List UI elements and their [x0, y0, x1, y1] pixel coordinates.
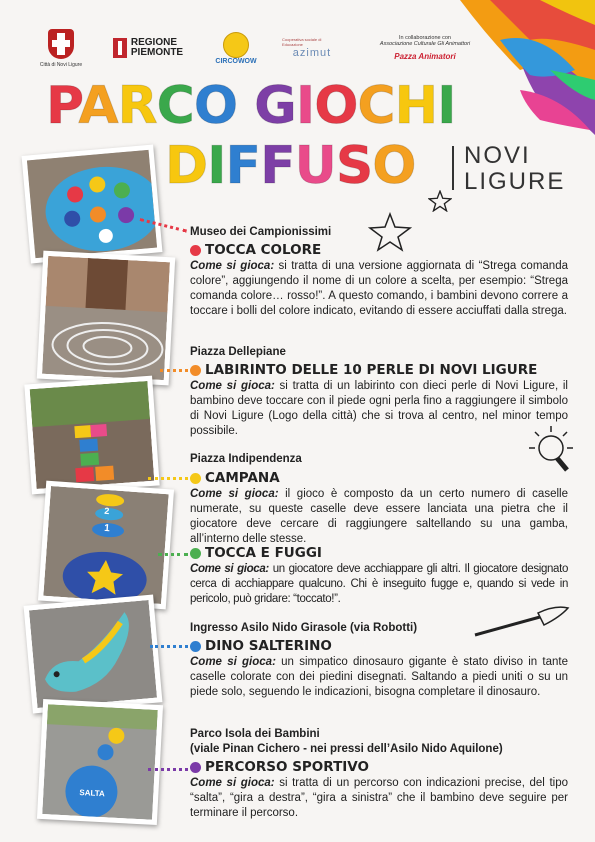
purple-dot-icon [190, 762, 201, 773]
title-divider [452, 146, 454, 190]
collab-label: In collaborazione con [399, 35, 451, 41]
smiley-icon [223, 32, 249, 58]
title-line-2 [165, 136, 416, 196]
photo-labirinto [37, 251, 176, 386]
photo-tocca-fuggi [38, 481, 174, 610]
azimut-small-label: Cooperativa sociale di Educazione [282, 37, 322, 47]
title-line-1 [46, 76, 456, 136]
lead: Come si gioca: [190, 656, 276, 668]
game-title: LABIRINTO DELLE 10 PERLE DI NOVI LIGURE [205, 362, 538, 378]
location-indipendenza: Piazza Indipendenza [190, 453, 302, 465]
connector-6 [148, 768, 188, 771]
photo-tocca-colore [22, 144, 163, 263]
title-letter: F [225, 136, 261, 196]
circowow-label: CIRCOWOW [215, 57, 257, 65]
title-letter: S [335, 136, 373, 196]
desc-text: il gioco è composto da un certo numero di caselle numerate, su queste caselle deve essere lanciata una pietra che il giocatore deve cercare di raggiungere saltellando su una gamba, all’interno delle stesse. [190, 488, 568, 545]
title-letter: A [78, 76, 118, 136]
photo-percorso-sportivo [37, 699, 163, 825]
city-name-line-1: NOVI [464, 142, 531, 169]
hopscotch-number-2: 2 [104, 505, 110, 517]
lead: Come si gioca: [190, 488, 279, 500]
desc-text: si tratta di un percorso con indicazioni precise, del tipo “salta”, “gira a destra”, “gira a sinistra” che il bambino deve seguire per terminare il percorso. [190, 777, 568, 819]
regione-piemonte-logo [108, 24, 188, 72]
orange-dot-icon [190, 365, 201, 376]
game-tocca-colore [190, 242, 321, 258]
title-letter: I [207, 136, 226, 196]
desc-text: si tratta di un labirinto con dieci perle di Novi Ligure, il bambino deve toccare con il piede ogni perla fino a raggiungere il simbolo di Novi Ligure (Logo della città) che si trova al centro, nel minor tempo possibile. [190, 380, 568, 437]
game-campana [190, 470, 280, 486]
title-letter: H [394, 76, 438, 136]
title-letter: O [193, 76, 238, 136]
crest-icon [48, 29, 74, 59]
piemonte-label: PIEMONTE [130, 47, 184, 58]
location-isola-bambini-detail: (viale Pinan Cichero - nei pressi dell’Asilo Nido Aquilone) [190, 743, 503, 755]
citta-novi-logo [26, 24, 96, 72]
blue-dot-icon [190, 641, 201, 652]
location-dellepiane: Piazza Dellepiane [190, 346, 286, 358]
piemonte-flag-icon [113, 38, 127, 58]
desc-dino [190, 655, 568, 700]
title-letter: P [46, 76, 79, 136]
city-name-line-2: LIGURE [464, 168, 566, 195]
title-letter: O [372, 136, 416, 196]
desc-campana [190, 487, 568, 547]
title-letter: I [295, 76, 315, 136]
connector-3 [148, 477, 188, 480]
game-tocca-fuggi [190, 545, 322, 561]
title-letter [237, 76, 254, 136]
animattori-logo [350, 24, 500, 72]
title-letter: I [437, 76, 456, 136]
desc-tocca-fuggi [190, 562, 568, 607]
azimut-logo [282, 24, 342, 72]
game-title: TOCCA COLORE [205, 242, 322, 258]
connector-4 [158, 553, 188, 556]
desc-text: un simpatico dinosauro gigante è stato diviso in tante caselle colorate con dei piedini disegnati. Saltando a piedi uniti o su un piede solo, seguendo le indicazioni, bisogna completare il dinosauro. [190, 656, 568, 698]
star-icon [368, 212, 412, 252]
game-dino [190, 638, 332, 654]
circowow-logo [214, 24, 258, 72]
lead: Come si gioca: [190, 260, 275, 272]
location-girasole: Ingresso Asilo Nido Girasole (via Robotti) [190, 622, 418, 634]
yellow-dot-icon [190, 473, 201, 484]
red-dot-icon [190, 245, 201, 256]
game-title: TOCCA E FUGGI [205, 545, 322, 561]
desc-text: si tratta di una versione aggiornata di “Strega comanda colore”, aggiungendo il nome di un colore a scelta, per esempio: “Strega comanda colore… rosso!”. A questo comando, i bambini devono correre a toccare i bolli del colore indicato, evitando di essere acciuffati dalla strega. [190, 260, 568, 317]
azimut-label: azimut [292, 47, 332, 59]
title-letter: U [294, 136, 336, 196]
desc-text: un giocatore deve acchiappare gli altri. Il giocatore designato cerca di acchiappare qualcuno. Chi è inseguito fugge e, quando si vede in pericolo, può gridare: “toccato!”. [190, 563, 568, 605]
game-percorso [190, 759, 369, 775]
desc-tocca-colore [190, 259, 568, 319]
paintbrush-icon [470, 605, 570, 640]
photo-campana [24, 376, 159, 495]
photo-dino-salterino [24, 595, 163, 714]
game-title: CAMPANA [205, 470, 280, 486]
game-title: DINO SALTERINO [205, 638, 332, 654]
connector-5 [150, 645, 188, 648]
regione-label: REGIONE [130, 37, 177, 48]
title-letter: G [254, 76, 296, 136]
desc-percorso [190, 776, 568, 821]
title-letter: O [314, 76, 358, 136]
title-letter: R [117, 76, 157, 136]
lead: Come si gioca: [190, 563, 269, 575]
title-letter: C [156, 76, 194, 136]
game-title: PERCORSO SPORTIVO [205, 759, 369, 775]
green-dot-icon [190, 548, 201, 559]
location-museo: Museo dei Campionissimi [190, 226, 332, 238]
location-isola-bambini: Parco Isola dei Bambini [190, 728, 320, 740]
citta-novi-label: Città di Novi Ligure [39, 61, 83, 68]
salta-label: SALTA [79, 787, 106, 799]
small-star-icon [428, 190, 452, 212]
hopscotch-number-1: 1 [103, 522, 111, 535]
title-letter: F [260, 136, 295, 196]
title-letter: C [357, 76, 395, 136]
title-letter: D [165, 136, 208, 196]
connector-2 [160, 369, 188, 372]
city-name [464, 143, 565, 195]
lead: Come si gioca: [190, 380, 275, 392]
desc-labirinto [190, 379, 568, 439]
game-labirinto [190, 362, 537, 378]
animattori-label: Pazza Animatori [394, 52, 456, 61]
lead: Come si gioca: [190, 777, 275, 789]
association-label: Associazione Culturale Gli Animattori [379, 41, 471, 47]
